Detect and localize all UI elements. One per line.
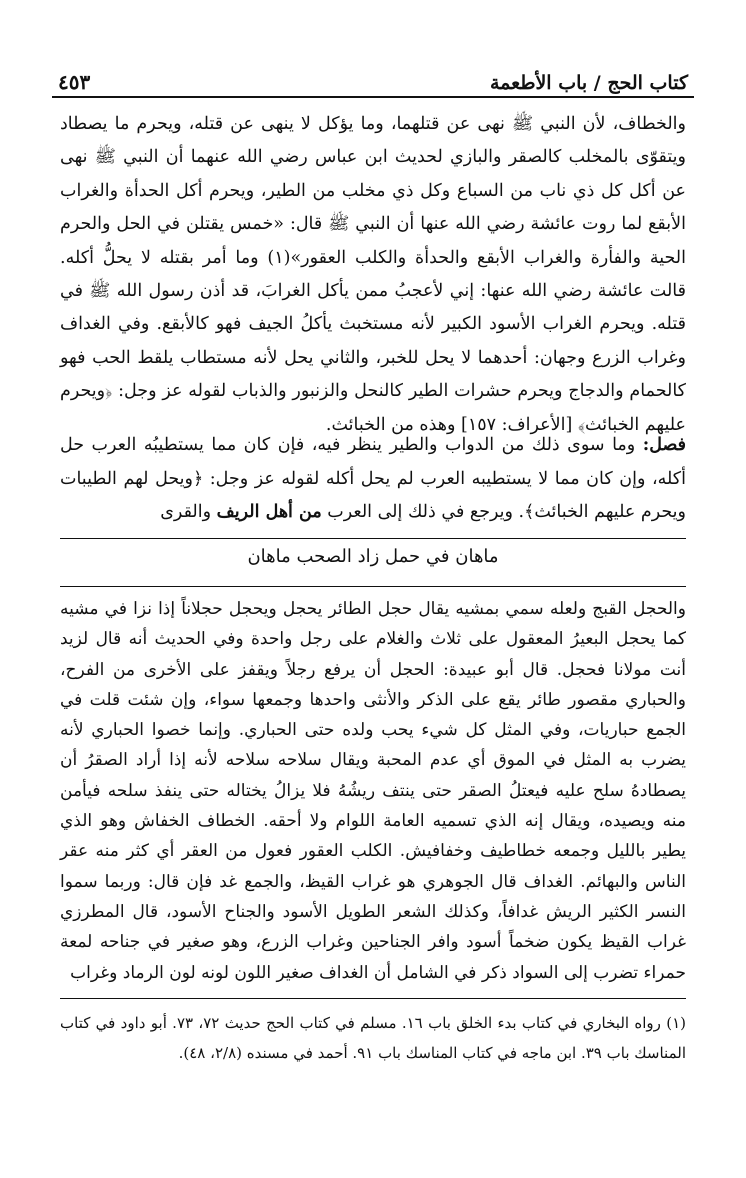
- commentary-rule-bottom: [60, 586, 686, 587]
- footnote: (١) رواه البخاري في كتاب بدء الخلق باب ١٦. مسلم في كتاب الحج حديث ٧٢، ٧٣. أبو داود في كتاب المناسك باب ٣٩. ابن ماجه في كتاب المناسك باب ٩١. أحمد في مسنده (٢/٨، ٤٨).: [60, 1014, 687, 1062]
- running-header: [58, 64, 688, 94]
- main-paragraph: والخطاف، لأن النبي ﷺ نهى عن قتلهما، وما يؤكل لا ينهى عن قتله، ويحرم ما يصطاد ويتقوّى بالمخلب كالصقر والبازي لحديث ابن عباس رضي الله عنهما أن النبي ﷺ نهى عن أكل كل ذي ناب من السباع وكل ذي مخلب من الطير، ويحرم أكل الحدأة والغراب الأبقع لما روت عائشة رضي الله عنها أن النبي ﷺ قال: «خمس يقتلن في الحل والحرم الحية والفأرة والغراب الأبقع والحدأة والكلب العقور»(١) وما أمر بقتله لا يحلُّ أكله. قالت عائشة رضي الله عنها: إني لأعجبُ ممن يأكل الغرابَ، قد أذن رسول الله ﷺ في قتله. ويحرم الغراب الأسود الكبير لأنه مستخبث يأكلُ الجيف فهو كالأبقع. وفي الغداف وغراب الزرع وجهان: أحدهما لا يحل للخبر، والثاني يحل لأنه مستطاب يلقط الحب فهو كالحمام والدجاج ويحرم حشرات الطير كالنحل والزنبور والذباب لقوله عز وجل: ﴿ويحرم عليهم الخبائث﴾ [الأعراف: ١٥٧] وهذه من الخبائث.: [60, 114, 686, 435]
- footnote-rule: [60, 998, 686, 999]
- fasl-bold-phrase: من أهل الريف: [216, 502, 322, 523]
- fasl-text-part2: والقرى: [160, 502, 217, 523]
- fasl-label: فصل:: [642, 435, 686, 455]
- commentary-rule-top: [60, 538, 686, 539]
- commentary-paragraph: والحجل القبج ولعله سمي بمشيه يقال حجل الطائر يحجل ويحجل حجلاناً إذا نزا في مشيه كما يحجل البعيرُ المعقول على ثلاث والغلام على رجل واحدة وفي الحديث أنه قال لزيد أنت مولانا فحجل. قال أبو عبيدة: الحجل أن يرفع رجلاً ويقفز على الأخرى من الفرح، والحباري مقصور طائر يقع على الذكر والأنثى واحدها وجمعها سواء، وإن شئت قلت في الجمع حباريات، وفي المثل كل شيء يحب ولده حتى الحباري. وإنما خصوا الحباري لأنه يضرب به المثل في الموق أي عدم المحبة ويقال سلاحه سلاحه لأنه إذا أراد الصقرُ أن يصطادهُ سلح عليه فيعتلُ الصقر حتى ينتف ريشُهُ فلا يزالُ يختاله حتى ينفذ سلحه فيأمن منه ويصيده، ويقال إنه الذي تسميه العامة اللوام ولا أحقه. الخطاف الخفاش وهو الذي يطير بالليل وجمعه خطاطيف وخفافيش. الكلب العقور فعول من العقر أي كثر منه عقر الناس والبهائم. الغداف قال الجوهري هو غراب القيظ، والجمع غد فإن قال: وربما سموا النسر الكثير الريش غدافاً، وكذلك الشعر الطويل الأسود والجناح الأسود، قال المطرزي غراب القيظ يكون ضخماً أسود وافر الجناحين وغراب الزرع، وهو صغير في جناحه لمعة حمراء تضرب إلى السواد ذكر في الشامل أن الغداف صغير اللون لونه لون الرماد وغراب: [60, 599, 686, 983]
- page-number: ٤٥٣: [58, 70, 91, 94]
- fasl-paragraph: [60, 429, 686, 530]
- commentary-text: [60, 594, 686, 988]
- commentary-title: ماهان في حمل زاد الصحب ماهان: [247, 546, 499, 567]
- running-title: كتاب الحج / باب الأطعمة: [490, 72, 688, 94]
- fasl-section: [60, 429, 686, 530]
- header-rule: [52, 96, 694, 98]
- fasl-text-part1: وما سوى ذلك من الدواب والطير ينظر فيه، فإن كان مما يستطيبُه العرب حل أكله، وإن كان مما لا يستطيبه العرب لم يحل أكله لقوله عز وجل: ﴿ويحل لهم الطيبات ويحرم عليهم الخبائث﴾. ويرجع في ذلك إلى العرب: [60, 435, 686, 523]
- main-text: [60, 108, 686, 442]
